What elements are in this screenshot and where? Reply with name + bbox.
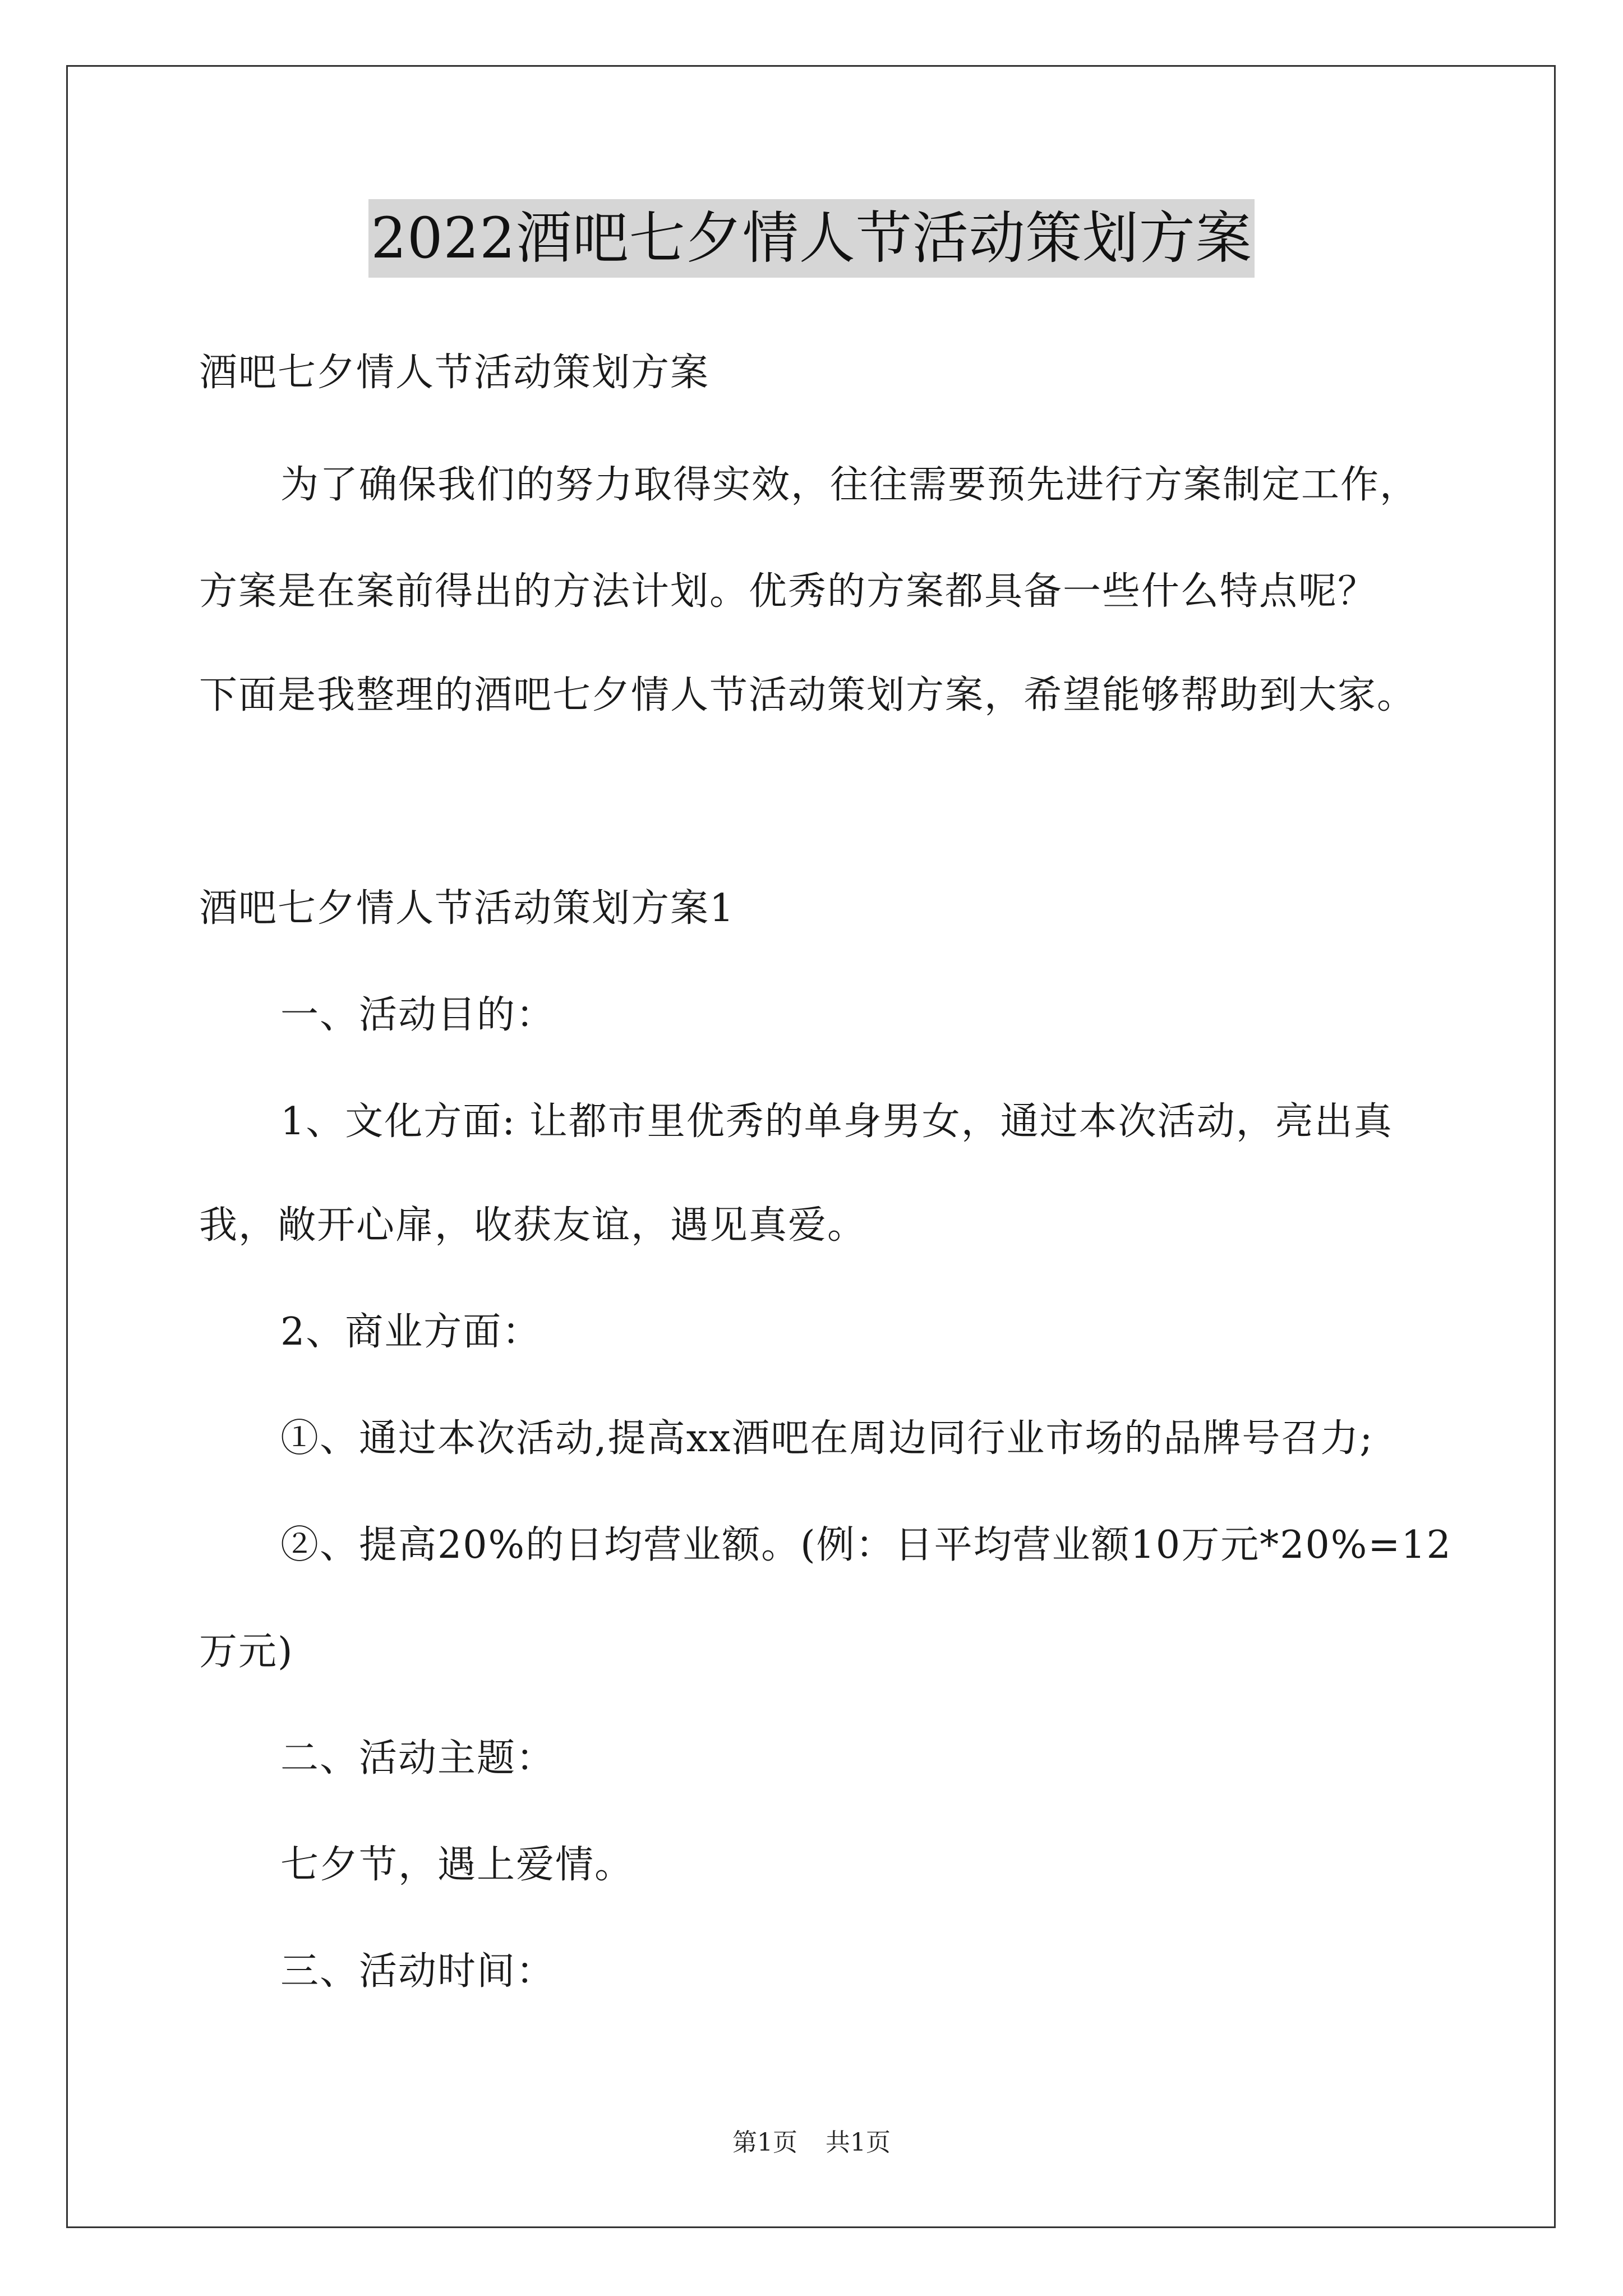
business-item-2-line-2: 万元)	[199, 1630, 294, 1674]
business-item-1: ①、通过本次活动,提高xx酒吧在周边同行业市场的品牌号召力;	[280, 1416, 1374, 1461]
page-footer	[0, 2126, 1623, 2160]
document-title: 2022酒吧七夕情人节活动策划方案	[368, 199, 1255, 278]
subtitle-line: 酒吧七夕情人节活动策划方案	[199, 351, 710, 395]
culture-line-2: 我，敞开心扉，收获友谊，遇见真爱。	[199, 1203, 867, 1248]
document-title-wrap	[0, 199, 1623, 278]
section-heading-plan-1: 酒吧七夕情人节活动策划方案1	[199, 886, 735, 931]
intro-line-1: 为了确保我们的努力取得实效，往往需要预先进行方案制定工作，	[280, 463, 1419, 507]
intro-line-2: 方案是在案前得出的方法计划。优秀的方案都具备一些什么特点呢？	[199, 569, 1377, 614]
intro-line-3: 下面是我整理的酒吧七夕情人节活动策划方案，希望能够帮助到大家。	[199, 673, 1417, 717]
business-item-2-line-1: ②、提高20%的日均营业额。(例：日平均营业额10万元*20%=12	[280, 1523, 1452, 1567]
business-heading: 2、商业方面：	[280, 1310, 542, 1354]
culture-line-1: 1、文化方面: 让都市里优秀的单身男女，通过本次活动，亮出真	[280, 1099, 1393, 1144]
heading-activity-time: 三、活动时间：	[280, 1949, 556, 1994]
page-number-total: 共1页	[826, 2128, 891, 2157]
theme-text: 七夕节，遇上爱情。	[280, 1843, 634, 1887]
heading-activity-theme: 二、活动主题：	[280, 1736, 556, 1780]
page-number-current: 第1页	[732, 2128, 797, 2157]
heading-activity-purpose: 一、活动目的：	[280, 993, 556, 1037]
